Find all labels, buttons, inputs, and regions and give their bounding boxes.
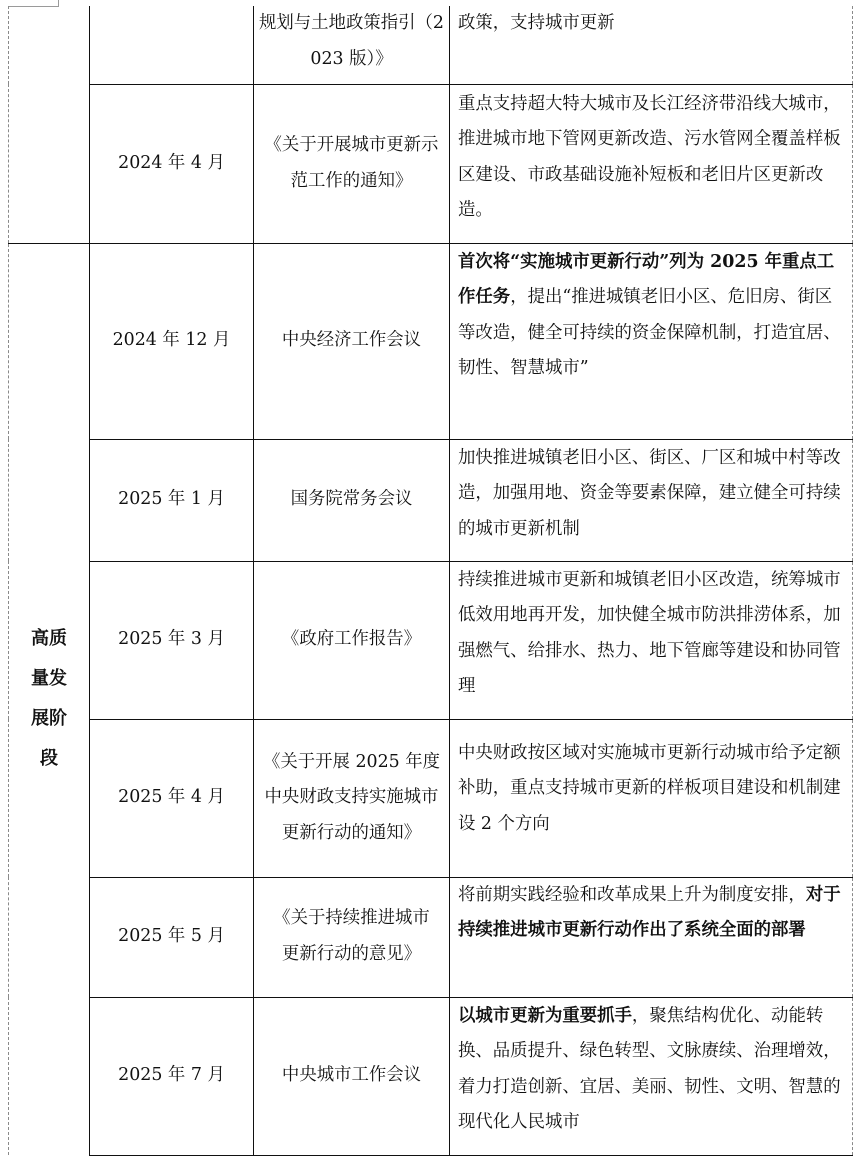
description-text: ，提出“推进城镇老旧小区、危旧房、街区等改造，健全可持续的资金保障机制，打造宜居、韧性、智慧城市” [458,287,841,379]
table-row [9,439,853,561]
table-row [9,84,853,243]
document-cell: 中央城市工作会议 [254,997,450,1155]
table-row [9,997,853,1155]
description-text: 中央财政按区域对实施城市更新行动城市给予定额补助，重点支持城市更新的样板项目建设和机制建设 2 个方向 [458,742,841,834]
date-cell: 2025 年 4 月 [90,719,254,877]
description-cell [450,243,853,439]
date-cell: 2025 年 3 月 [90,561,254,719]
date-cell: 2024 年 4 月 [90,84,254,243]
description-text: 重点支持超大特大城市及长江经济带沿线大城市，推进城市地下管网更新改造、污水管网全覆盖样板区建设、市政基础设施补短板和老旧片区更新改造。 [458,93,841,221]
stage-cell-previous [9,6,90,243]
document-cell: 《关于持续推进城市更新行动的意见》 [254,877,450,997]
stage-label-cell [9,243,90,1155]
date-cell: 2025 年 5 月 [90,877,254,997]
description-cell [450,6,853,84]
description-text: 加快推进城镇老旧小区、街区、厂区和城中村等改造，加强用地、资金等要素保障，建立健全可持续的城市更新机制 [458,447,841,539]
date-cell [90,6,254,84]
table-row [9,6,853,84]
table-row [9,719,853,877]
description-cell [450,997,853,1155]
document-cell: 《政府工作报告》 [254,561,450,719]
document-cell: 国务院常务会议 [254,439,450,561]
policy-timeline-table [8,6,853,1156]
description-cell [450,84,853,243]
document-cell: 《关于开展城市更新示范工作的通知》 [254,84,450,243]
date-cell: 2025 年 1 月 [90,439,254,561]
stage-label: 高质量发展阶段 [31,628,67,770]
description-cell [450,561,853,719]
description-cell [450,877,853,997]
emphasis-text: 以城市更新为重要抓手 [458,1005,632,1026]
description-text: ，聚焦结构优化、动能转换、品质提升、绿色转型、文脉赓续、治理增效，着力打造创新、宜居、美丽、韧性、文明、智慧的现代化人民城市 [458,1005,841,1133]
table-row [9,877,853,997]
description-text: 政策，支持城市更新 [458,13,615,33]
table-row [9,243,853,439]
description-cell [450,719,853,877]
document-cell: 中央经济工作会议 [254,243,450,439]
document-cell: 《关于开展 2025 年度中央财政支持实施城市更新行动的通知》 [254,719,450,877]
document-cell: 规划与土地政策指引（2023 版）》 [254,6,450,84]
emphasis-text: 对于持续推进城市更新行动作出了系统全面的部署 [458,884,841,941]
table-row [9,561,853,719]
date-cell: 2025 年 7 月 [90,997,254,1155]
description-cell [450,439,853,561]
date-cell: 2024 年 12 月 [90,243,254,439]
emphasis-text: 首次将“实施城市更新行动”列为 2025 年重点工作任务 [458,251,835,308]
description-text: 持续推进城市更新和城镇老旧小区改造，统筹城市低效用地再开发，加快健全城市防洪排涝体系，加强燃气、给排水、热力、地下管廊等建设和协同管理 [458,569,841,697]
description-text: 将前期实践经验和改革成果上升为制度安排， [458,884,806,905]
